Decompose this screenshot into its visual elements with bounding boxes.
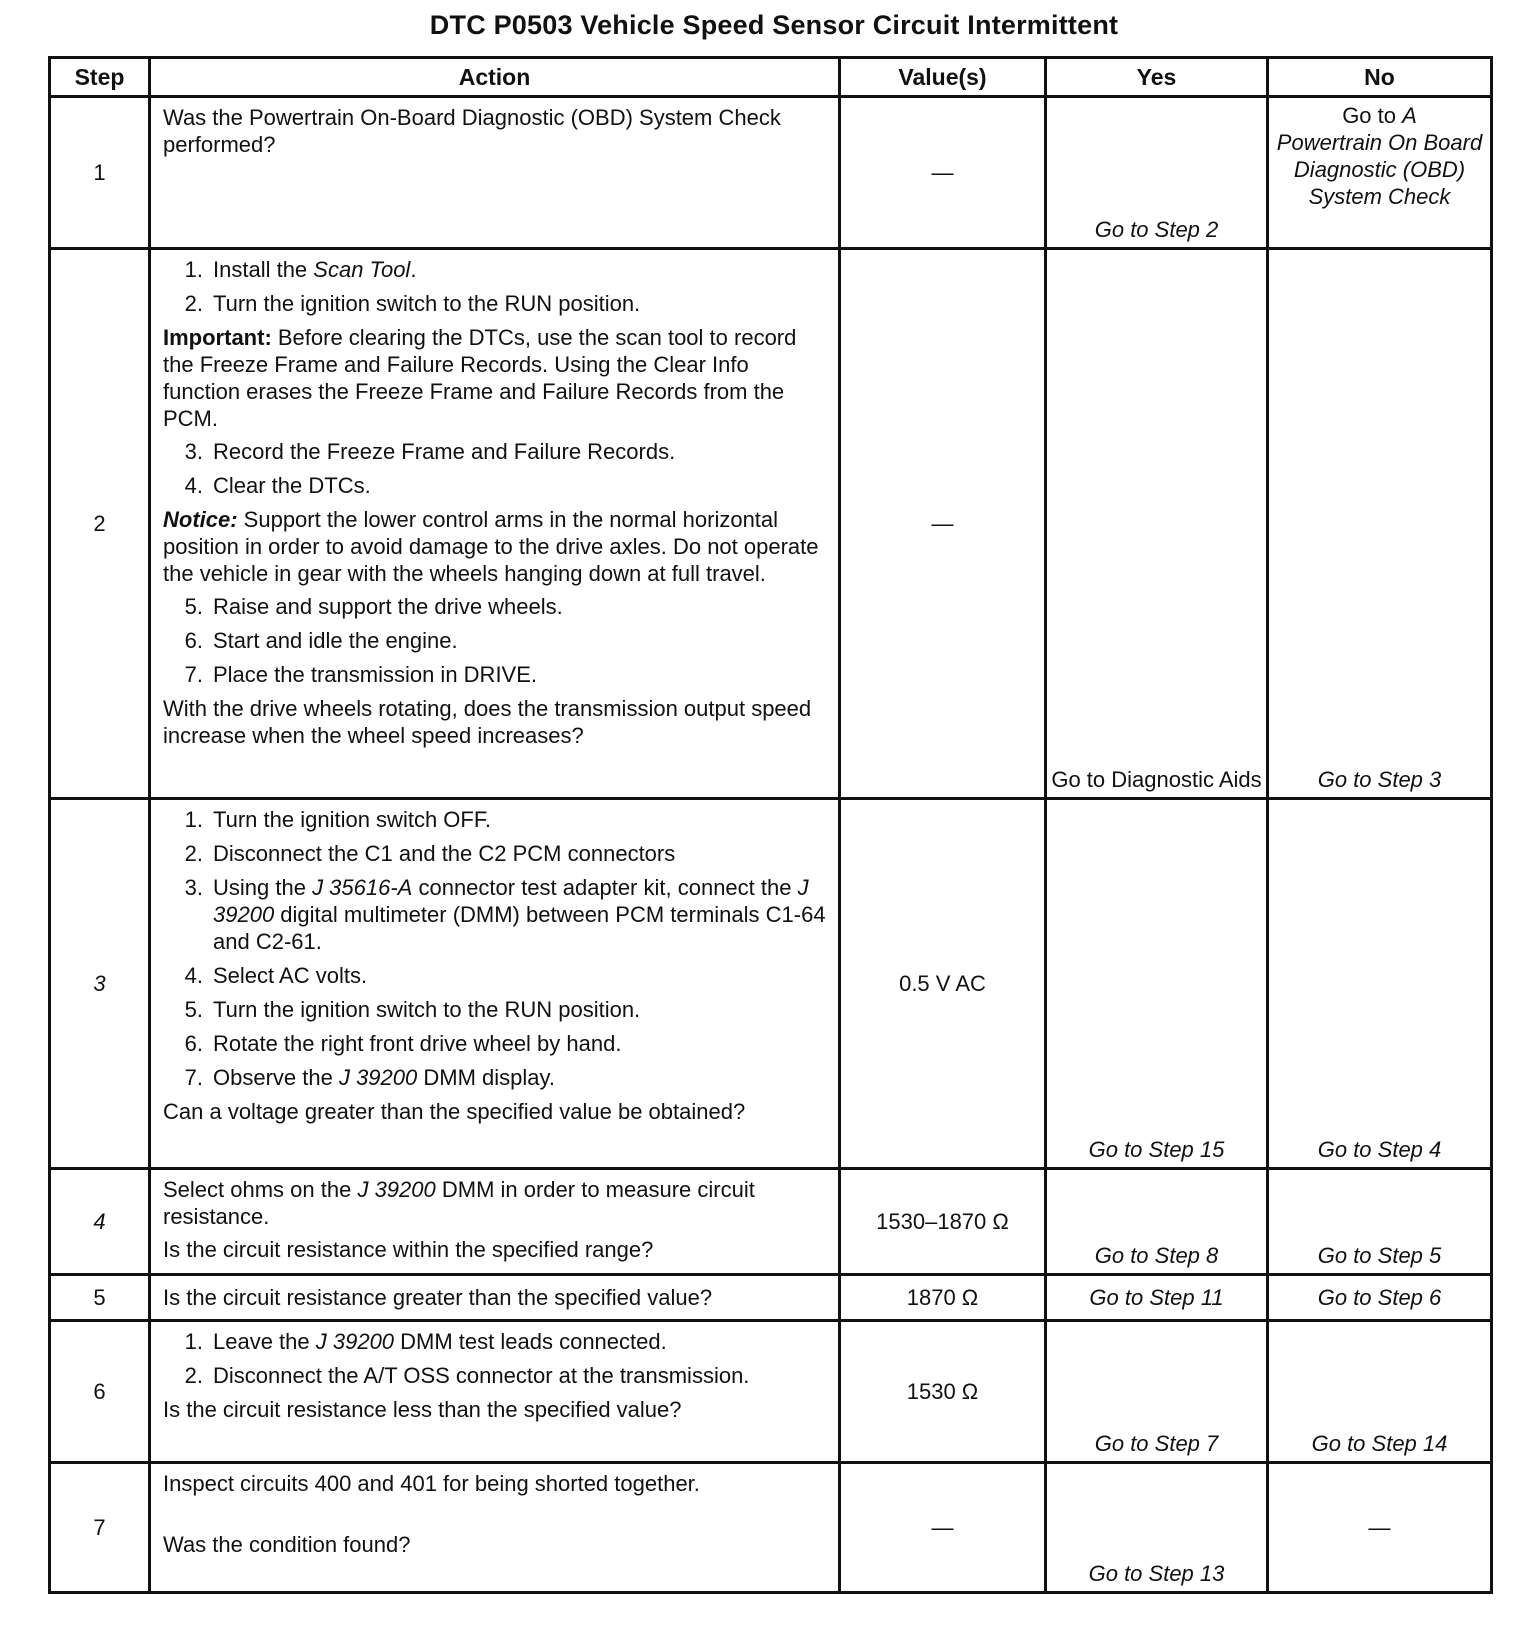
value-cell: 0.5 V AC <box>840 799 1046 1169</box>
no-cell: Go to Step 4 <box>1268 799 1492 1169</box>
header-step: Step <box>50 58 150 97</box>
header-action: Action <box>150 58 840 97</box>
list-item: 4. Clear the DTCs. <box>184 473 371 498</box>
action-question: Is the circuit resistance greater than the specified value? <box>163 1285 713 1310</box>
header-yes: Yes <box>1046 58 1268 97</box>
no-cell: Go to Step 14 <box>1268 1321 1492 1463</box>
value-cell: 1870 Ω <box>840 1275 1046 1321</box>
action-cell <box>150 249 840 799</box>
table-row <box>50 1275 1492 1321</box>
list-item: 2. Disconnect the A/T OSS connector at the transmission. <box>184 1363 750 1388</box>
step-number: 1 <box>50 97 150 249</box>
no-cell <box>1268 97 1492 249</box>
table-row <box>50 249 1492 799</box>
action-cell <box>150 799 840 1169</box>
list-item: 6. Start and idle the engine. <box>184 628 458 653</box>
yes-cell: Go to Diagnostic Aids <box>1046 249 1268 799</box>
step-number: 7 <box>50 1463 150 1593</box>
list-item: 3. Using the J 35616-A connector test adapter kit, connect the J 39200 digital multimeter (DMM) between PCM terminals C1-64 and C2-61. <box>184 875 826 954</box>
table-row <box>50 97 1492 249</box>
step-number: 6 <box>50 1321 150 1463</box>
header-values: Value(s) <box>840 58 1046 97</box>
important-note: Important: Before clearing the DTCs, use the scan tool to record the Freeze Frame and Failure Records. Using the Clear Info function erases the Freeze Frame and Failure Records from the PCM. <box>163 325 797 431</box>
action-cell <box>150 1463 840 1593</box>
value-cell: 1530–1870 Ω <box>840 1169 1046 1275</box>
action-cell <box>150 1169 840 1275</box>
list-item: 1. Install the Scan Tool. <box>184 257 417 282</box>
value-cell: — <box>840 97 1046 249</box>
step-number: 5 <box>50 1275 150 1321</box>
table-row <box>50 1463 1492 1593</box>
no-text: Powertrain On Board Diagnostic (OBD) System Check <box>1276 130 1483 209</box>
list-item: 2. Disconnect the C1 and the C2 PCM connectors <box>184 841 676 866</box>
no-text: Go to <box>1342 103 1403 128</box>
action-text: Select ohms on the J 39200 DMM in order to measure circuit resistance. <box>163 1177 755 1229</box>
no-cell: — <box>1268 1463 1492 1593</box>
action-question: Was the Powertrain On-Board Diagnostic (OBD) System Check performed? <box>163 105 781 157</box>
yes-cell: Go to Step 11 <box>1046 1275 1268 1321</box>
action-question: Is the circuit resistance within the specified range? <box>163 1237 654 1262</box>
step-number: 3 <box>50 799 150 1169</box>
list-item: 4. Select AC volts. <box>184 963 368 988</box>
table-row <box>50 1169 1492 1275</box>
list-item: 2. Turn the ignition switch to the RUN position. <box>184 291 641 316</box>
list-item: 7. Place the transmission in DRIVE. <box>184 662 538 687</box>
list-item: 7. Observe the J 39200 DMM display. <box>184 1065 555 1090</box>
action-question: Is the circuit resistance less than the specified value? <box>163 1397 682 1422</box>
yes-cell: Go to Step 13 <box>1046 1463 1268 1593</box>
list-item: 6. Rotate the right front drive wheel by hand. <box>184 1031 622 1056</box>
table-row <box>50 1321 1492 1463</box>
action-cell <box>150 97 840 249</box>
action-cell <box>150 1321 840 1463</box>
no-cell: Go to Step 3 <box>1268 249 1492 799</box>
header-no: No <box>1268 58 1492 97</box>
list-item: 5. Turn the ignition switch to the RUN position. <box>184 997 641 1022</box>
diagnostic-table <box>48 56 1493 1594</box>
table-header-row <box>50 58 1492 97</box>
yes-cell: Go to Step 15 <box>1046 799 1268 1169</box>
value-cell: — <box>840 249 1046 799</box>
value-cell: 1530 Ω <box>840 1321 1046 1463</box>
yes-cell: Go to Step 8 <box>1046 1169 1268 1275</box>
list-item: 3. Record the Freeze Frame and Failure Records. <box>184 439 676 464</box>
list-item: 5. Raise and support the drive wheels. <box>184 594 563 619</box>
action-cell <box>150 1275 840 1321</box>
action-question: Can a voltage greater than the specified value be obtained? <box>163 1099 746 1124</box>
step-number: 4 <box>50 1169 150 1275</box>
no-cell: Go to Step 6 <box>1268 1275 1492 1321</box>
list-item: 1. Leave the J 39200 DMM test leads connected. <box>184 1329 667 1354</box>
notice-note: Notice: Support the lower control arms in the normal horizontal position in order to avoid damage to the drive axles. Do not operate the vehicle in gear with the wheels hanging down at full travel. <box>163 507 819 586</box>
no-cell: Go to Step 5 <box>1268 1169 1492 1275</box>
value-cell: — <box>840 1463 1046 1593</box>
yes-cell: Go to Step 7 <box>1046 1321 1268 1463</box>
step-number: 2 <box>50 249 150 799</box>
no-text: A <box>1402 103 1417 128</box>
action-question: With the drive wheels rotating, does the transmission output speed increase when the wheel speed increases? <box>163 696 812 748</box>
table-row <box>50 799 1492 1169</box>
list-item: 1. Turn the ignition switch OFF. <box>184 807 491 832</box>
action-question: Was the condition found? <box>163 1532 411 1557</box>
page-title: DTC P0503 Vehicle Speed Sensor Circuit Intermittent <box>429 10 1119 40</box>
action-text: Inspect circuits 400 and 401 for being shorted together. <box>163 1471 700 1496</box>
yes-cell: Go to Step 2 <box>1046 97 1268 249</box>
